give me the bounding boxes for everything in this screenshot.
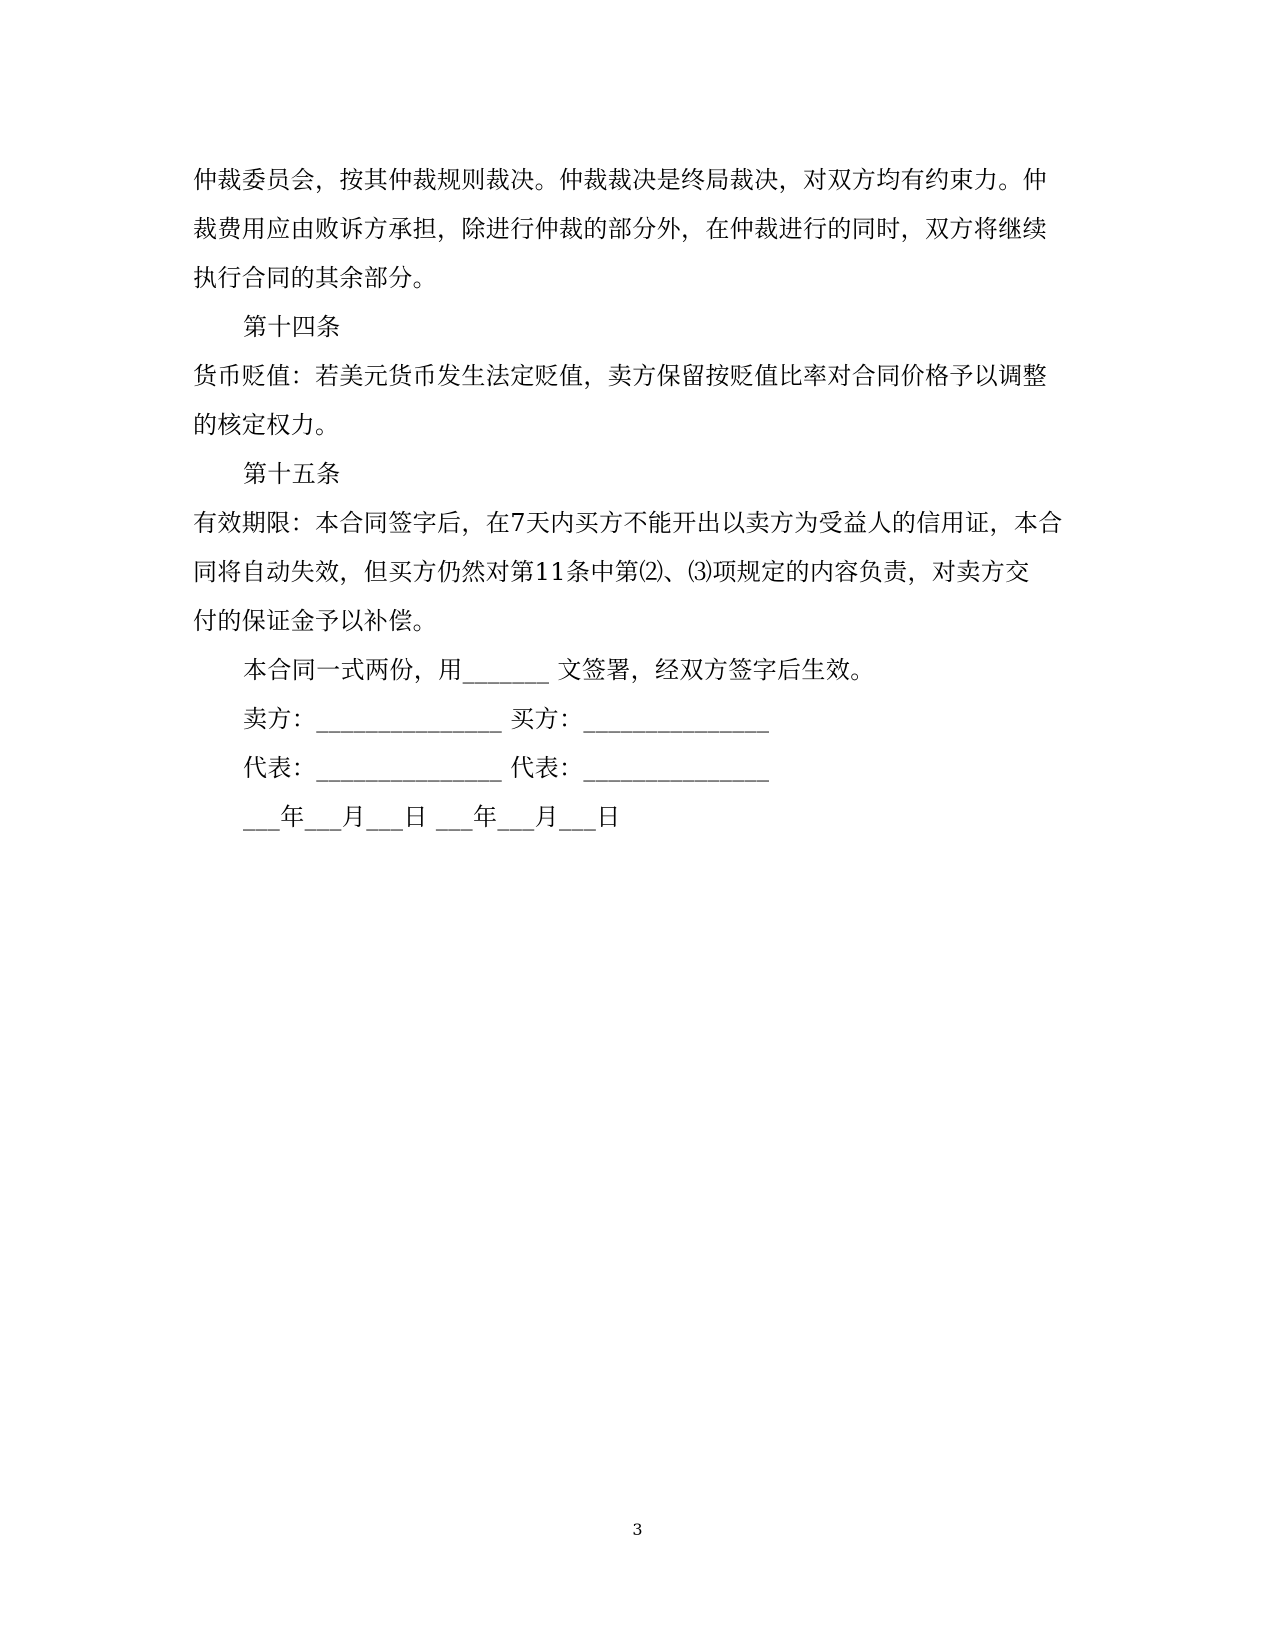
currency-devaluation-line-2: 的核定权力。 (193, 411, 340, 439)
article-14-heading: 第十四条 (243, 313, 341, 341)
arbitration-text-line-3: 执行合同的其余部分。 (193, 264, 437, 292)
arbitration-text-line-1: 仲裁委员会，按其仲裁规则裁决。仲裁裁决是终局裁决，对双方均有约束力。仲 (193, 166, 1047, 194)
page-number: 3 (632, 1520, 643, 1539)
validity-period-line-2: 同将自动失效，但买方仍然对第11条中第⑵、⑶项规定的内容负责，对卖方交 (193, 558, 1030, 586)
representative-signature-line: 代表：_______________ 代表：_______________ (243, 754, 770, 782)
seller-buyer-signature-line: 卖方：_______________ 买方：_______________ (243, 705, 770, 733)
copies-clause: 本合同一式两份，用_______ 文签署，经双方签字后生效。 (243, 656, 875, 684)
currency-devaluation-line-1: 货币贬值：若美元货币发生法定贬值，卖方保留按贬值比率对合同价格予以调整 (193, 362, 1047, 390)
date-line: ___年___月___日 ___年___月___日 (243, 803, 621, 831)
validity-period-line-3: 付的保证金予以补偿。 (193, 607, 437, 635)
validity-period-line-1: 有效期限：本合同签字后，在7天内买方不能开出以卖方为受益人的信用证，本合 (193, 509, 1063, 537)
arbitration-text-line-2: 裁费用应由败诉方承担，除进行仲裁的部分外，在仲裁进行的同时，双方将继续 (193, 215, 1047, 243)
article-15-heading: 第十五条 (243, 460, 341, 488)
